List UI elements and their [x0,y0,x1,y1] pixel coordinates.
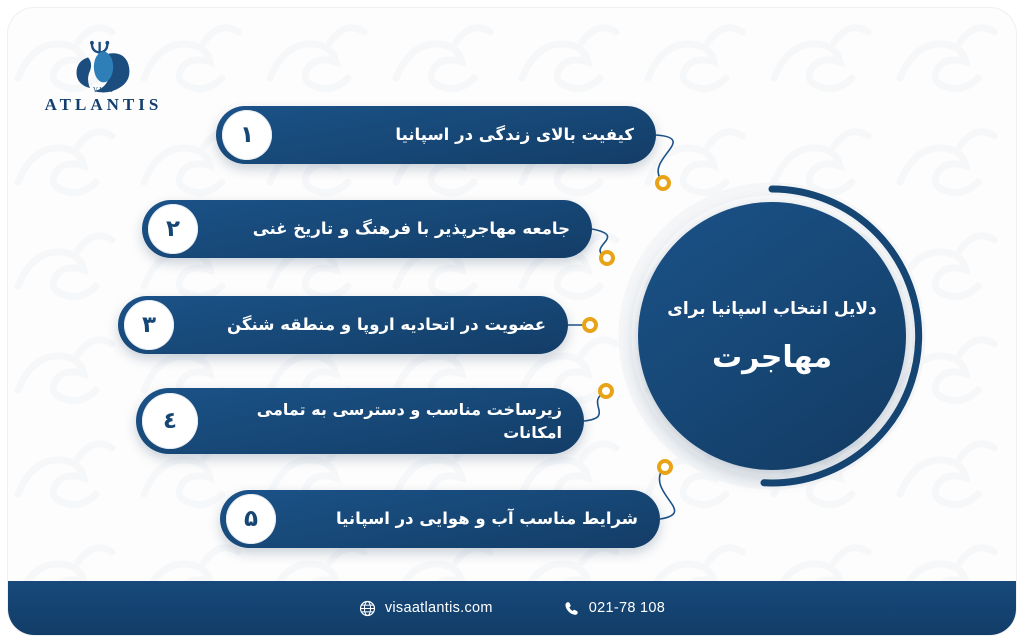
brand-name: ATLANTIS [44,95,163,114]
footer-phone-label: 021-78 108 [588,600,666,616]
footer-website[interactable] [359,600,493,617]
reason-item-1-label: کیفیت بالای زندگی در اسپانیا [395,125,634,145]
footer-phone[interactable] [563,600,665,617]
footer-bar [8,581,1016,635]
reason-item-4[interactable] [136,388,584,454]
reason-item-3[interactable] [118,296,568,354]
reason-item-5-number: ۵ [226,494,276,544]
reason-item-1[interactable] [216,106,656,164]
center-title-line2: مهاجرت [711,340,833,376]
center-title-line1: دلایل انتخاب اسپانیا برای [667,298,877,319]
content-frame [8,8,1016,635]
reason-item-4-number: ٤ [142,393,198,449]
globe-icon [359,600,376,617]
brand-tagline: VISA [92,86,115,94]
center-circle-core [638,202,906,470]
reason-item-2[interactable] [142,200,592,258]
reason-item-3-number: ۳ [124,300,174,350]
reason-item-1-number: ۱ [222,110,272,160]
center-circle [612,176,932,496]
reason-item-2-number: ۲ [148,204,198,254]
reason-item-2-label: جامعه مهاجرپذیر با فرهنگ و تاریخ غنی [252,219,570,239]
reason-item-4-label: زیرساخت مناسب و دسترسی به تمامی امکانات [256,399,562,442]
footer-website-label: visaatlantis.com [384,600,493,616]
reason-item-5-label: شرایط مناسب آب و هوایی در اسپانیا [335,509,638,529]
brand-logo [36,38,171,123]
reason-item-3-label: عضویت در اتحادیه اروپا و منطقه شنگن [227,315,546,335]
phone-icon [563,600,580,617]
reason-item-5[interactable] [220,490,660,548]
